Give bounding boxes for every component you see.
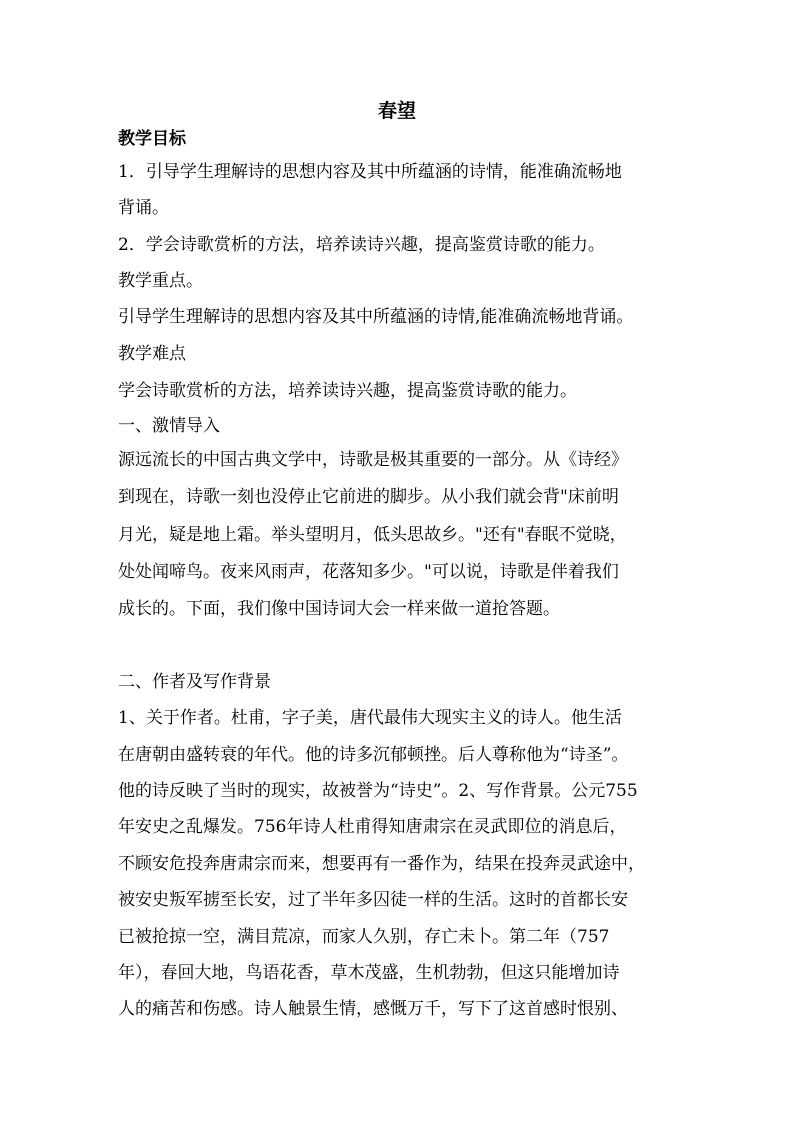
heading-key-points: 教学重点。 (118, 271, 203, 291)
key-points-text: 引导学生理解诗的思想内容及其中所蕴涵的诗情,能准确流畅地背诵。 (118, 307, 634, 327)
section-2-heading: 二、作者及写作背景 (118, 672, 271, 692)
intro-paragraph-line-5: 成长的。下面，我们像中国诗词大会一样来做一道抢答题。 (118, 599, 560, 619)
goal-2: 2．学会诗歌赏析的方法，培养读诗兴趣，提高鉴赏诗歌的能力。 (118, 235, 605, 255)
section-1-heading: 一、激情导入 (118, 416, 220, 436)
goal-1-line-1: 1．引导学生理解诗的思想内容及其中所蕴涵的诗情，能准确流畅地 (118, 162, 622, 182)
intro-paragraph-line-3: 月光，疑是地上霜。举头望明月，低头思故乡。"还有"春眠不觉晓， (118, 525, 627, 545)
intro-paragraph-line-1: 源远流长的中国古典文学中，诗歌是极其重要的一部分。从《诗经》 (118, 450, 628, 470)
author-paragraph-line-7: 已被抢掠一空，满目荒凉，而家人久别，存亡未卜。第二年（757 (118, 927, 610, 947)
intro-paragraph-line-4: 处处闻啼鸟。夜来风雨声，花落知多少。"可以说，诗歌是伴着我们 (118, 562, 619, 582)
author-paragraph-line-6: 被安史叛军掳至长安，过了半年多囚徒一样的生活。这时的首都长安 (118, 890, 628, 910)
heading-difficult-points: 教学难点 (118, 344, 186, 364)
difficult-points-text: 学会诗歌赏析的方法，培养读诗兴趣，提高鉴赏诗歌的能力。 (118, 381, 577, 401)
author-paragraph-line-4: 年安史之乱爆发。756年诗人杜甫得知唐肃宗在灵武即位的消息后， (118, 817, 627, 837)
author-paragraph-line-3: 他的诗反映了当时的现实，故被誉为“诗史”。2、写作背景。公元755 (118, 781, 638, 801)
intro-paragraph-line-2: 到现在，诗歌一刻也没停止它前进的脚步。从小我们就会背"床前明 (118, 487, 619, 507)
author-paragraph-line-8: 年），春回大地，鸟语花香，草木茂盛，生机勃勃，但这只能增加诗 (118, 963, 620, 983)
author-paragraph-line-1: 1、关于作者。杜甫，字子美，唐代最伟大现实主义的诗人。他生活 (118, 708, 622, 728)
goal-1-line-2: 背诵。 (118, 198, 169, 218)
author-paragraph-line-9: 人的痛苦和伤感。诗人触景生情，感慨万千，写下了这首感时恨别、 (118, 999, 628, 1019)
author-paragraph-line-2: 在唐朝由盛转衰的年代。他的诗多沉郁顿挫。后人尊称他为“诗圣”。 (118, 745, 629, 765)
heading-teaching-goals: 教学目标 (118, 129, 186, 149)
document-title: 春望 (377, 100, 416, 122)
author-paragraph-line-5: 不顾安危投奔唐肃宗而来，想要再有一番作为，结果在投奔灵武途中， (118, 854, 645, 874)
